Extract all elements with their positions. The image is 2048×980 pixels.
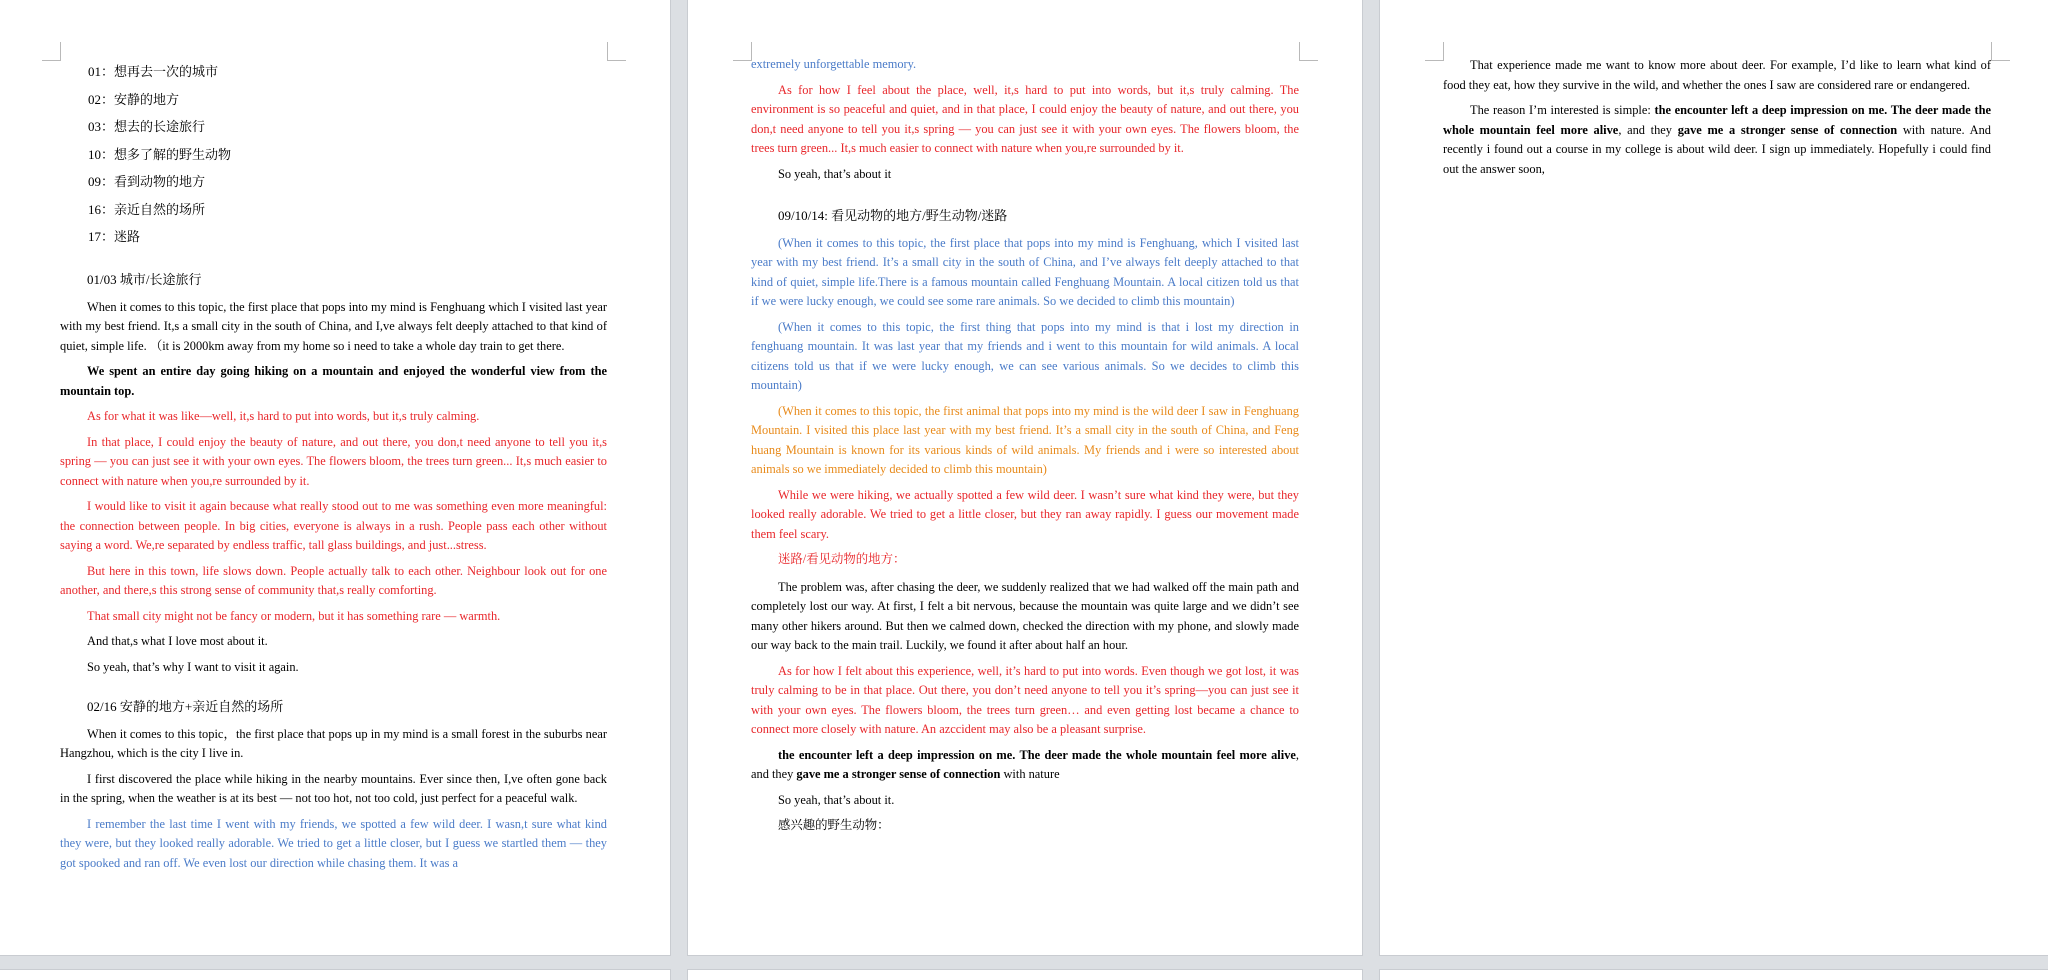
paragraph-red: While we were hiking, we actually spotted a few wild deer. I wasn’t sure what kind they were, but they looked really adorable. We tried to get a little closer, but they ran away rapidly. I guess our movement made them feel scary. [751, 487, 1299, 541]
paragraph-orange: (When it comes to this topic, the first animal that pops into my mind is the wild deer I saw in Fenghuang Mountain. I visited this place last year with my best friend. It’s a small city in the south of China, and Feng huang Mountain is known for its various kinds of wild animals. My friends and i were so interested about animals so we immediately decided to climb this mountain) [751, 403, 1299, 476]
paragraph: When it comes to this topic, the first place that pops into my mind is Fenghuang which I visited last year with my best friend. It,s a small city in the south of China, and I,ve always felt deeply attached to that kind of quiet, simple life. （it is 2000km away from my home so i need to take a whole day train to get there. [60, 299, 607, 353]
text-span: , and they [1618, 122, 1678, 137]
document-page-2 [688, 0, 1362, 955]
bold-text: the encounter left a deep impression on me. The deer made the whole mountain feel more alive [778, 747, 1296, 762]
paragraph: And that,s what I love most about it. [87, 634, 268, 648]
paragraph-red: That small city might not be fancy or modern, but it has something rare — warmth. [87, 608, 501, 623]
paragraph: I first discovered the place while hiking in the nearby mountains. Ever since then, I,ve often gone back in the spring, when the weather is at its best — not too hot, not too cold, just perfect for a peaceful walk. [60, 771, 607, 805]
next-page-edge [688, 970, 1362, 980]
paragraph-mixed [751, 746, 1299, 785]
section-heading: 09/10/14: 看见动物的地方/野生动物/迷路 [778, 208, 1008, 223]
text-span: with nature. And recently i found out a course in my college is about wild deer. I sign up immediately. Hopefully i could find out the answer soon, [1443, 122, 1991, 176]
bold-text: the encounter left a deep impression on me. The deer made the whole mountain feel more alive [1443, 103, 1991, 137]
paragraph-blue: extremely unforgettable memory. [751, 57, 917, 71]
bold-text: gave me a stronger sense of connection [796, 767, 1001, 781]
next-page-edge [1380, 970, 2048, 980]
text-span: with nature [1000, 767, 1060, 781]
text-span: The reason I’m interested is simple: [1470, 103, 1655, 117]
paragraph: That experience made me want to know more about deer. For example, I’d like to learn what kind of food they eat, how they survive in the wild, and whether the ones I saw are considered rare or endangered. [1443, 58, 1991, 92]
subheading: 感兴趣的野生动物： [778, 818, 890, 832]
topic-list-item: 16：亲近自然的场所 [88, 201, 206, 217]
topic-list-item: 03：想去的长途旅行 [88, 119, 206, 134]
paragraph-bold [60, 362, 607, 401]
margin-marker-top-right [1299, 42, 1318, 61]
bold-text: We spent an entire day going hiking on a mountain and enjoyed the wonderful view from the mountain top. [60, 364, 607, 398]
paragraph: So yeah, that’s about it [778, 166, 892, 181]
subheading-red: 迷路/看见动物的地方： [778, 552, 906, 566]
text-span: , and they [751, 747, 1299, 781]
paragraph: When it comes to this topic，the first place that pops up in my mind is a small forest in the suburbs near Hangzhou, which is the city I live in. [60, 726, 607, 760]
paragraph-blue: (When it comes to this topic, the first thing that pops into my mind is that i lost my direction in fenghuang mountain. It was last year that my friends and i went to this mountain for wild animals. A local citizens told us that if we were lucky enough, we can see various animals. So we decides to climb this mountain) [751, 319, 1299, 392]
paragraph: The problem was, after chasing the deer, we suddenly realized that we had walked off the main path and completely lost our way. At first, I felt a bit nervous, because the mountain was quite large and we didn’t see many other hikers around. But then we calmed down, checked the direction with my phone, and slowly made our way back to the main trail. Luckily, we found it after about half an hour. [751, 579, 1299, 652]
paragraph-red: In that place, I could enjoy the beauty of nature, and out there, you don,t need anyone to tell you it,s spring — you can just see it with your own eyes. The flowers bloom, the trees turn green... It,s much easier to connect with nature when you,re surrounded by it. [60, 434, 607, 488]
paragraph: So yeah, that’s why I want to visit it again. [87, 659, 299, 674]
bold-text: gave me a stronger sense of connection [1677, 122, 1898, 137]
next-page-edge [0, 970, 670, 980]
paragraph: So yeah, that’s about it. [778, 792, 895, 807]
paragraph-red: I would like to visit it again because what really stood out to me was something even more meaningful: the connection between people. In big cities, everyone is always in a rush. People pass each other without saying a word. We,re separated by endless traffic, tall glass buildings, and just...stress. [60, 499, 607, 552]
section-heading: 02/16 安静的地方+亲近自然的场所 [87, 699, 284, 714]
paragraph-red: As for how I feel about the place, well, it,s hard to put into words, but it,s truly calming. The environment is so peaceful and quiet, and in that place, I could enjoy the beauty of nature, and out there, you don,t need anyone to tell you it,s spring — you can just see it with your own eyes. The flowers bloom, the trees turn green... It,s much easier to connect with nature when you,re surrounded by it. [751, 82, 1299, 155]
paragraph-blue: I remember the last time I went with my friends, we spotted a few wild deer. I wasn,t sure what kind they were, but they looked really adorable. We tried to get a little closer, but I guess we startled them — they got spooked and ran off. We even lost our direction while chasing them. It was a [60, 816, 607, 870]
margin-marker-top-left [1425, 42, 1444, 61]
margin-marker-top-left [42, 42, 61, 61]
paragraph-red: As for how I felt about this experience, well, it’s hard to put into words. Even though we got lost, it was truly calming to be in that place. Out there, you don’t need anyone to tell you it’s spring—you can just see it with your own eyes. The flowers bloom, the trees turn green… and even getting lost became a chance to connect more closely with nature. An azccident may also be a pleasant surprise. [751, 663, 1299, 736]
topic-list-item: 17：迷路 [88, 229, 141, 244]
document-page-1 [0, 0, 670, 955]
section-heading: 01/03 城市/长途旅行 [87, 272, 202, 287]
topic-list-item: 09：看到动物的地方 [88, 174, 206, 189]
topic-list-item: 02：安静的地方 [88, 91, 180, 107]
page-2-content[interactable] [751, 55, 1299, 842]
margin-marker-top-left [733, 42, 752, 61]
margin-marker-top-right [607, 42, 626, 61]
topic-list-item: 10：想多了解的野生动物 [88, 146, 232, 162]
paragraph-red: As for what it was like—well, it,s hard to put into words, but it,s truly calming. [87, 409, 480, 423]
page-1-content[interactable] [60, 62, 607, 879]
page-3-content[interactable] [1443, 56, 1991, 185]
document-page-3 [1380, 0, 2048, 955]
paragraph-red: But here in this town, life slows down. People actually talk to each other. Neighbour look out for one another, and there,s this strong sense of community that,s really comforting. [60, 563, 607, 597]
paragraph-mixed [1443, 101, 1991, 179]
margin-marker-top-right [1991, 42, 2010, 61]
topic-list-item: 01：想再去一次的城市 [88, 64, 219, 79]
paragraph-blue: (When it comes to this topic, the first place that pops into my mind is Fenghuang, which I visited last year with my best friend. It’s a small city in the south of China, and I’ve always felt deeply attached to that kind of quiet, simple life.There is a famous mountain called Fenghuang Mountain. A local citizen told us that if we were lucky enough, we could see some rare animals. So we decided to climb this mountain) [751, 235, 1299, 308]
